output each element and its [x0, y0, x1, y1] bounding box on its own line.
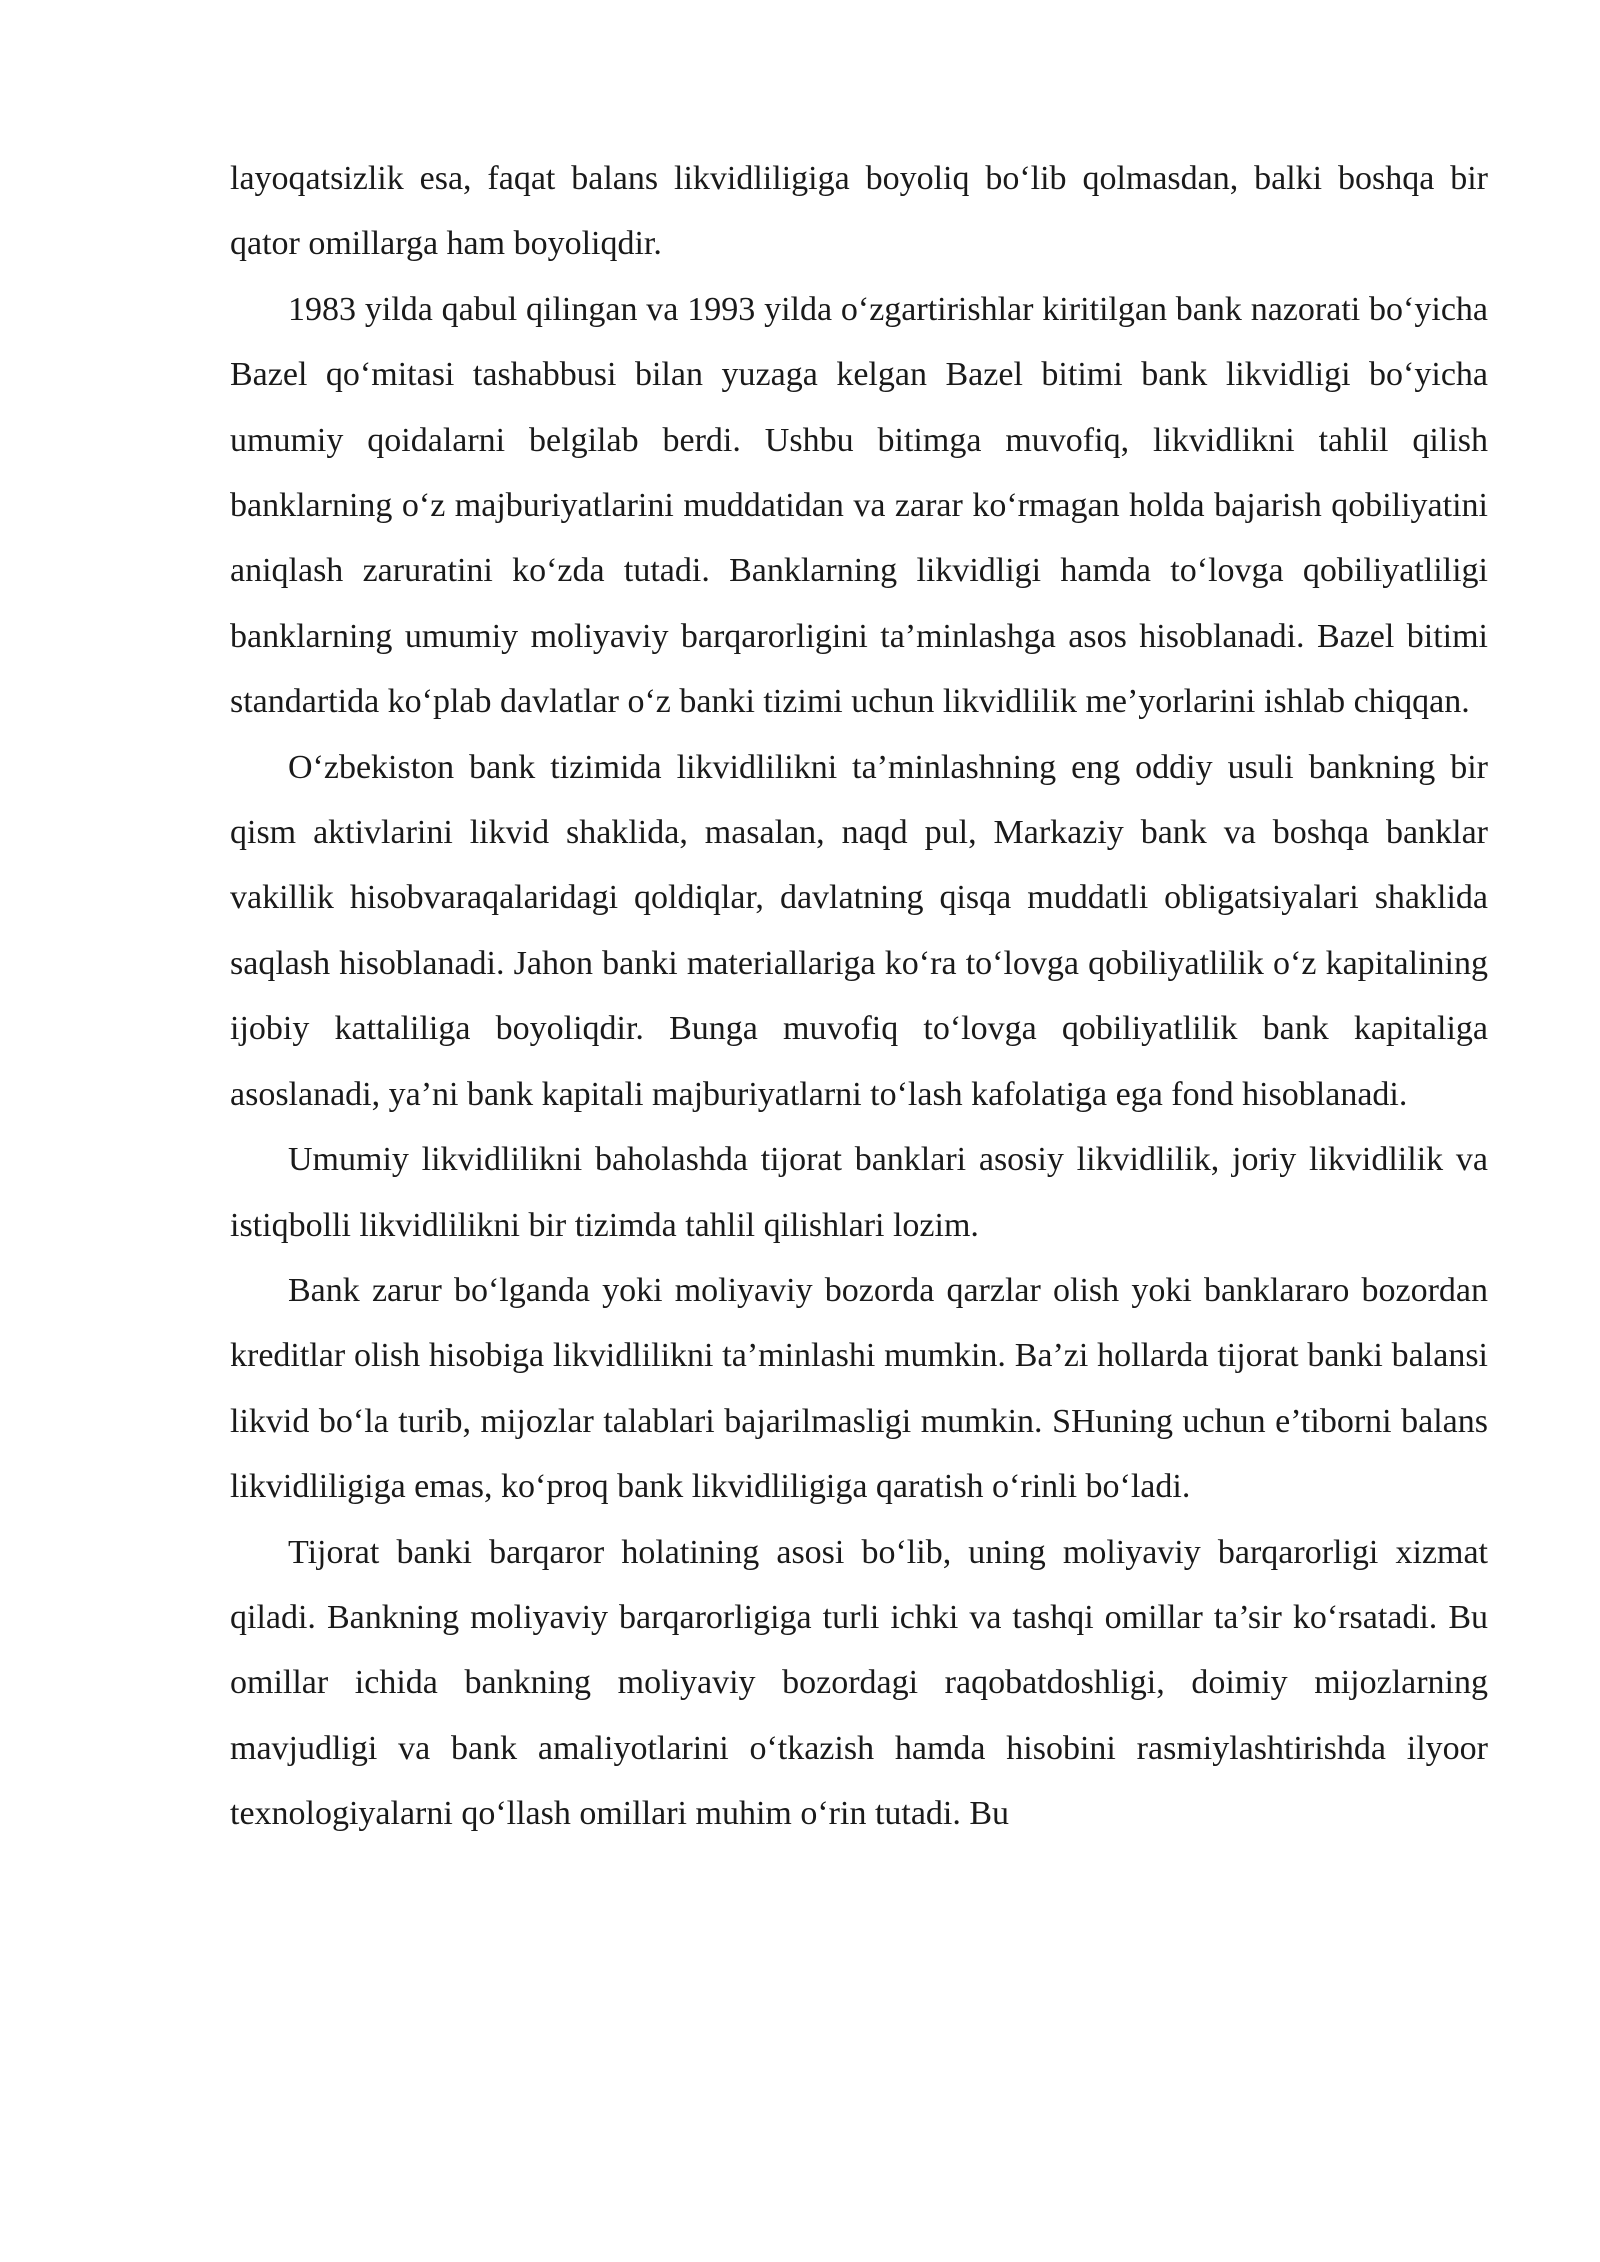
paragraph-bank-borrowing: Bank zarur bo‘lganda yoki moliyaviy bozorda qarzlar olish yoki banklararo bozordan kreditlar olish hisobiga likvidlilikni ta’minlashi mumkin. Ba’zi hollarda tijorat banki balansi likvid bo‘la turib, mijozlar talablari bajarilmasligi mumkin. SHuning uchun e’tiborni balans likvidliligiga emas, ko‘proq bank likvidliligiga qaratish o‘rinli bo‘ladi.: [230, 1271, 1488, 1506]
paragraph-bazel-accord: 1983 yilda qabul qilingan va 1993 yilda o‘zgartirishlar kiritilgan bank nazorati bo‘yicha Bazel qo‘mitasi tashabbusi bilan yuzaga kelgan Bazel bitimi bank likvidligi bo‘yicha umumiy qoidalarni belgilab berdi. Ushbu bitimga muvofiq, likvidlikni tahlil qilish banklarning o‘z majburiyatlarini muddatidan va zarar ko‘rmagan holda bajarish qobiliyatini aniqlash zaruratini ko‘zda tutadi. Banklarning likvidligi hamda to‘lovga qobiliyatliligi banklarning umumiy moliyaviy barqarorligini ta’minlashga asos hisoblanadi. Bazel bitimi standartida ko‘plab davlatlar o‘z banki tizimi uchun likvidlilik me’yorlarini ishlab chiqqan.: [230, 290, 1488, 721]
paragraph-continuation: layoqatsizlik esa, faqat balans likvidliligiga boyoliq bo‘lib qolmasdan, balki boshqa bir qator omillarga ham boyoliqdir.: [230, 160, 1488, 263]
paragraph-financial-stability: Tijorat banki barqaror holatining asosi bo‘lib, uning moliyaviy barqarorligi xizmat qiladi. Bankning moliyaviy barqarorligiga turli ichki va tashqi omillar ta’sir ko‘rsatadi. Bu omillar ichida bankning moliyaviy bozordagi raqobatdoshligi, doimiy mijozlarning mavjudligi va bank amaliyotlarini o‘tkazish hamda hisobini rasmiylashtirishda ilyoor texnologiyalarni qo‘llash omillari muhim o‘rin tutadi. Bu: [230, 1533, 1488, 1833]
paragraph-general-liquidity: Umumiy likvidlilikni baholashda tijorat banklari asosiy likvidlilik, joriy likvidlilik va istiqbolli likvidlilikni bir tizimda tahlil qilishlari lozim.: [230, 1141, 1488, 1244]
body-text: [230, 146, 1488, 1847]
paragraph-uzbekistan-liquidity: O‘zbekiston bank tizimida likvidlilikni ta’minlashning eng oddiy usuli bankning bir qism aktivlarini likvid shaklida, masalan, naqd pul, Markaziy bank va boshqa banklar vakillik hisobvaraqalaridagi qoldiqlar, davlatning qisqa muddatli obligatsiyalari shaklida saqlash hisoblanadi. Jahon banki materiallariga ko‘ra to‘lovga qobiliyatlilik o‘z kapitalining ijobiy kattaliliga boyoliqdir. Bunga muvofiq to‘lovga qobiliyatlilik bank kapitaliga asoslanadi, ya’ni bank kapitali majburiyatlarni to‘lash kafolatiga ega fond hisoblanadi.: [230, 748, 1488, 1113]
